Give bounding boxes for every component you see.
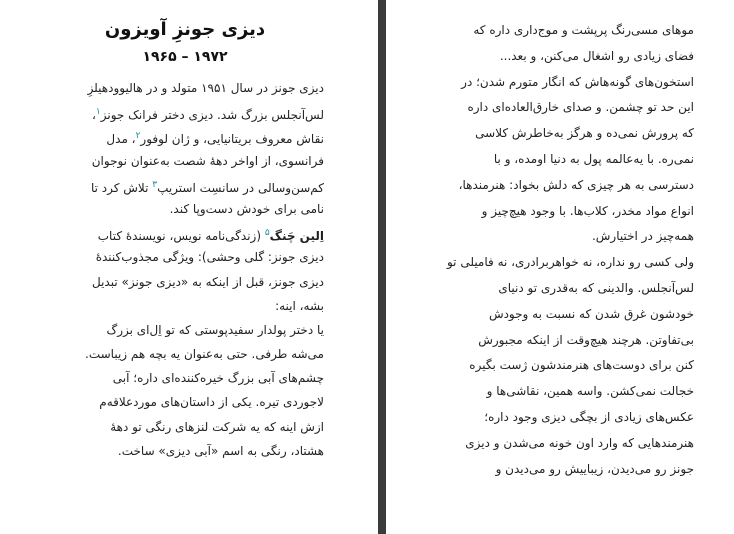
text-span: هشتاد، رنگی به اسم «آبی دیزی» ساخت. bbox=[117, 443, 324, 458]
text-span: فرانسوی، از اواخر دههٔ شصت به‌عنوان نوجوان bbox=[91, 153, 324, 168]
text-span: تلاش کرد تا bbox=[90, 180, 153, 195]
text-span: یا دختر پولدار سفیدپوستی که تو اِل‌ای بزرگ bbox=[106, 322, 324, 337]
left-text-line bbox=[46, 173, 324, 197]
text-span: نامی برای خودش دست‌وپا کند. bbox=[169, 201, 324, 216]
right-text-line: که پرورش نمی‌ده و هرگز به‌خاطرش کلاسی bbox=[475, 126, 694, 141]
left-text-line bbox=[46, 149, 324, 173]
right-text-line: کنن برای دوست‌های هنرمندشون ژست بگیره bbox=[469, 358, 694, 373]
left-text-line bbox=[46, 415, 324, 439]
left-text-line bbox=[46, 318, 324, 342]
left-text-line bbox=[46, 294, 324, 318]
text-span: لاجوردی تیره. یکی از داستان‌های موردعلاقه‌م bbox=[99, 395, 324, 410]
text-span: می‌شه طرفی. حتی به‌عنوان یه بچه هم زیباست. bbox=[85, 347, 324, 362]
text-span: دیزی جونز در سال ۱۹۵۱ متولد و در هالیوودهیلزِ bbox=[87, 81, 324, 95]
text-span: دیزی جونز: گلی وحشی): ویژگی مجذوب‌کنندهٔ bbox=[95, 250, 324, 265]
text-span: ازش اینه که یه شرکت لنزهای رنگی تو دههٔ bbox=[110, 419, 324, 434]
right-text-line: لس‌آنجلس. والدینی که به‌قدری تو دنیای bbox=[498, 280, 694, 295]
right-page bbox=[388, 0, 734, 534]
right-text-line: نمی‌ره. با یه‌عالمه پول به دنیا اومده، و با bbox=[493, 151, 694, 166]
left-page-body bbox=[46, 76, 324, 463]
text-span: کم‌سن‌وسالی در سانسِت استریپ bbox=[157, 180, 324, 195]
right-text-line: استخون‌های گونه‌هاش که انگار متورم شدن؛ در bbox=[461, 74, 694, 89]
left-text-line bbox=[46, 439, 324, 463]
chapter-years: ۱۹۷۲ – ۱۹۶۵ bbox=[142, 49, 228, 65]
chapter-title: دیزی جونزِ آویزون bbox=[104, 19, 266, 40]
speaker-name: اِلین چَنگ bbox=[269, 229, 324, 244]
page-gutter bbox=[378, 0, 386, 534]
text-span: نقاش معروف بریتانیایی، و ژان لوفور bbox=[140, 132, 324, 147]
text-span: دیزی جونز، قبل از اینکه به «دیزی جونز» تبدیل bbox=[91, 274, 324, 289]
left-text-line bbox=[46, 390, 324, 414]
left-text-line bbox=[46, 366, 324, 390]
right-page-body bbox=[410, 18, 694, 482]
text-span: بشه، اینه: bbox=[275, 298, 324, 313]
right-text-line: ولی کسی رو نداره، نه خواهربرادری، نه فامیلی تو bbox=[446, 255, 694, 270]
footnote-marker[interactable]: ۵ bbox=[264, 228, 270, 239]
right-text-line: بی‌تفاوتن. هرچند هیچ‌وقت از اینکه مجبورش bbox=[478, 332, 694, 347]
right-text-line: فضای زیادی رو اشغال می‌کنن، و بعد... bbox=[499, 48, 694, 63]
right-text-line: جونز رو می‌دیدن، زیباییش رو می‌دیدن و bbox=[495, 461, 694, 476]
right-text-line: دسترسی به هر چیزی که دلش بخواد: هنرمندها، bbox=[458, 177, 694, 192]
left-text-line bbox=[46, 197, 324, 221]
left-text-line bbox=[46, 270, 324, 294]
right-text-line: همه‌چیز در اختیارش. bbox=[591, 229, 694, 244]
right-text-line: خجالت نمی‌کشن. واسه همین، نقاشی‌ها و bbox=[486, 384, 694, 399]
right-text-line: خودشون غرق شدن که نسبت به وجودش bbox=[488, 306, 694, 321]
left-text-line bbox=[46, 245, 324, 269]
footnote-marker[interactable]: ۳ bbox=[152, 179, 158, 190]
text-span: چشم‌های آبی بزرگ خیره‌کننده‌ای داره؛ آبی bbox=[112, 371, 324, 386]
text-span: ، bbox=[92, 108, 96, 123]
left-text-line bbox=[46, 100, 324, 124]
footnote-marker[interactable]: ۲ bbox=[135, 131, 141, 142]
left-text-line bbox=[46, 342, 324, 366]
text-span: لس‌آنجلس بزرگ شد. دیزی دختر فرانک جونز bbox=[100, 108, 324, 123]
text-span: (زندگی‌نامه نویس، نویسندهٔ کتاب bbox=[97, 229, 265, 244]
left-text-line bbox=[46, 221, 324, 245]
right-text-line: این حد تو چشمن. و صدای خارق‌العاده‌ای داره bbox=[467, 100, 694, 115]
left-text-line bbox=[46, 76, 324, 100]
right-text-line: موهای مسی‌رنگ پرپشت و موج‌داری داره که bbox=[473, 23, 694, 37]
right-text-line: عکس‌های زیادی از بچگی دیزی وجود داره؛ bbox=[484, 409, 694, 424]
footnote-marker[interactable]: ۱ bbox=[95, 107, 101, 118]
right-text-line: انواع مواد مخدر، کلاب‌ها. با وجود هیچ‌چیز و bbox=[481, 203, 694, 218]
text-span: ، مدل bbox=[106, 132, 136, 147]
right-text-line: هنرمندهایی که وارد اون خونه می‌شدن و دیزی bbox=[465, 435, 694, 450]
left-text-line bbox=[46, 124, 324, 148]
